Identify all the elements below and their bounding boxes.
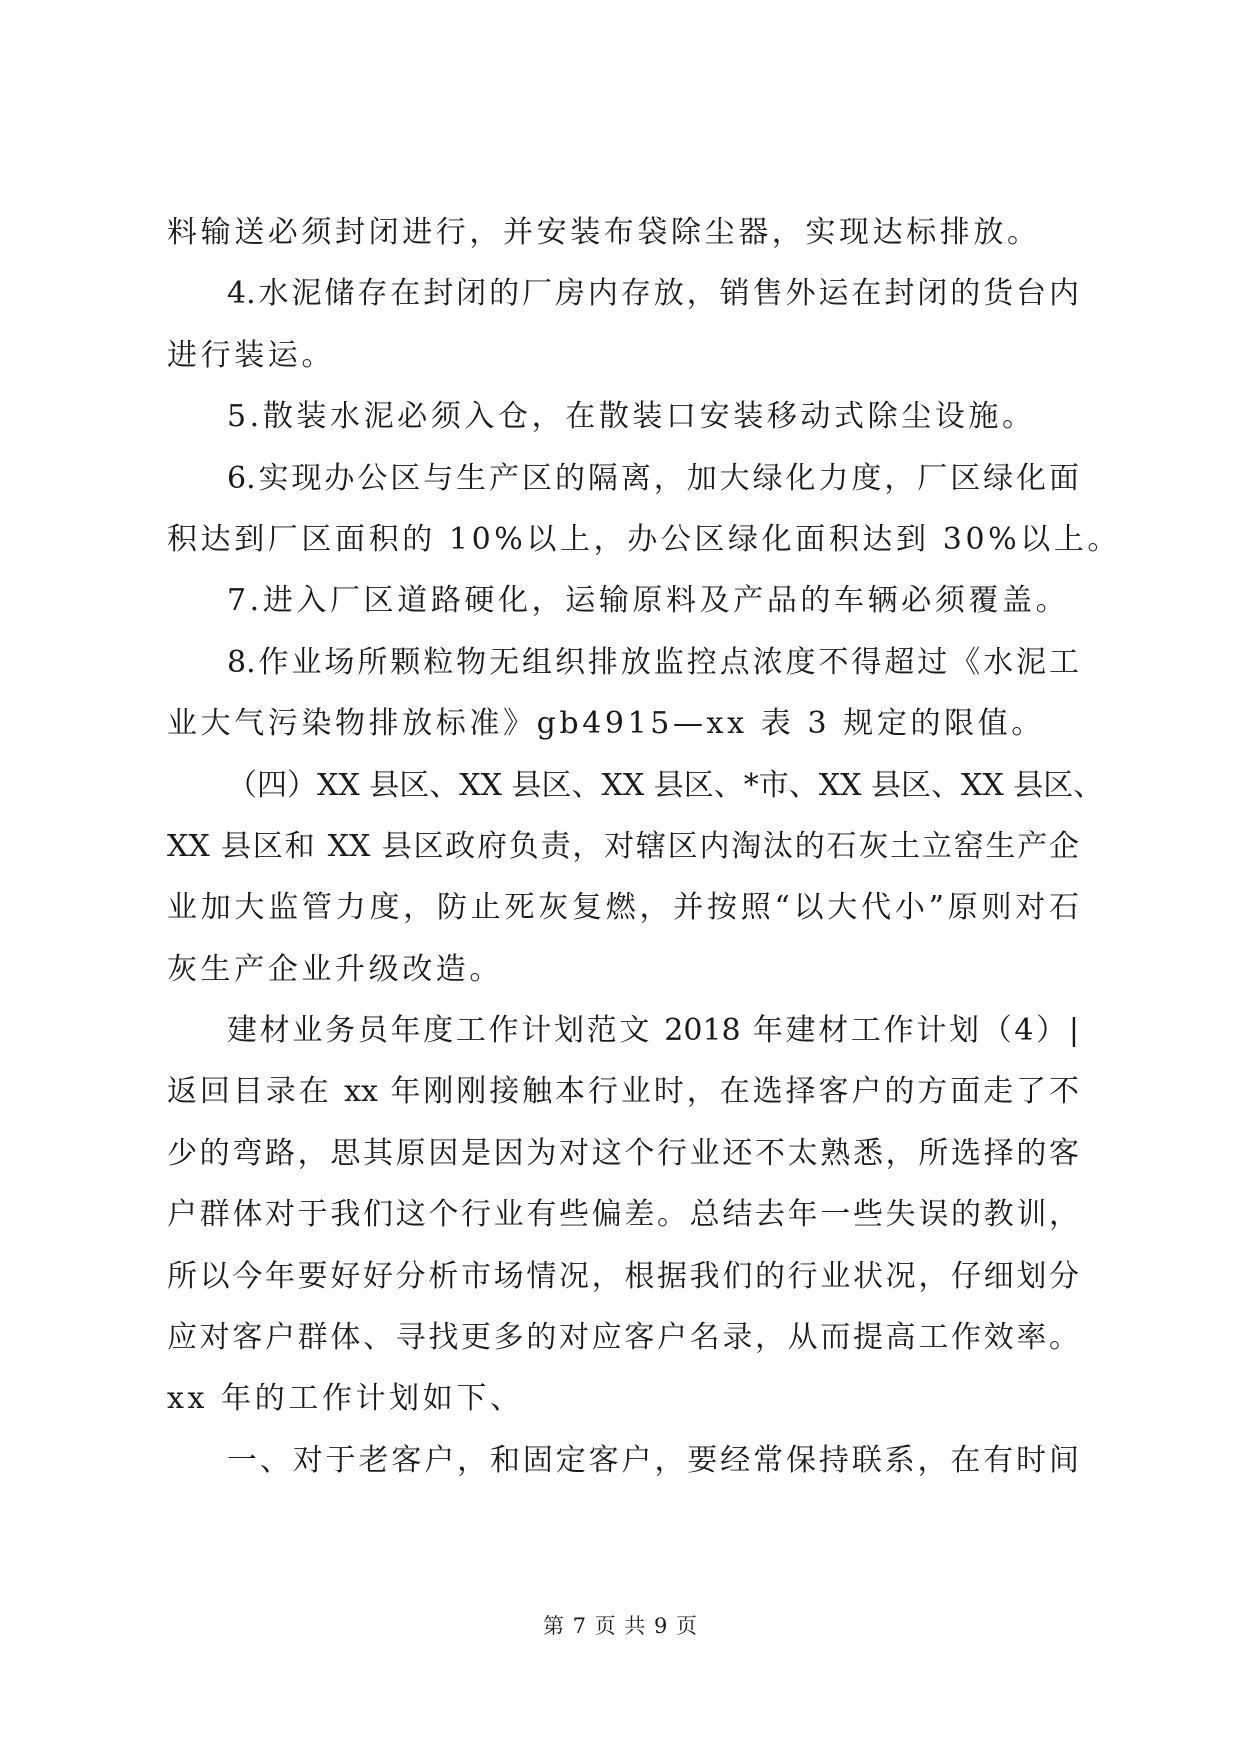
page-footer: 第 7 页 共 9 页 — [542, 1614, 699, 1638]
text-line: 一、对于老客户，和固定客户，要经常保持联系，在有时间 — [227, 1442, 1079, 1478]
text-line: 返回目录在 xx 年刚刚接触本行业时，在选择客户的方面走了不 — [167, 1074, 1079, 1110]
text-line: 建材业务员年度工作计划范文 2018 年建材工作计划（4）| — [227, 1013, 1079, 1049]
text-line: 6.实现办公区与生产区的隔离，加大绿化力度，厂区绿化面 — [227, 460, 1079, 496]
text-line: （四）XX 县区、XX 县区、XX 县区、*市、XX 县区、XX 县区、 — [227, 767, 1104, 803]
text-line: 7.进入厂区道路硬化，运输原料及产品的车辆必须覆盖。 — [227, 583, 1070, 619]
text-line: 所以今年要好好分析市场情况，根据我们的行业状况，仔细划分 — [167, 1258, 1079, 1294]
text-line: XX 县区和 XX 县区政府负责，对辖区内淘汰的石灰土立窑生产企 — [167, 828, 1079, 864]
text-line: 业大气污染物排放标准》gb4915—xx 表 3 规定的限值。 — [167, 706, 1045, 742]
text-line: 5.散装水泥必须入仓，在散装口安装移动式除尘设施。 — [227, 399, 1036, 435]
text-line: 灰生产企业升级改造。 — [167, 951, 503, 987]
text-line: 料输送必须封闭进行，并安装布袋除尘器，实现达标排放。 — [167, 215, 1041, 250]
body-text — [167, 202, 1122, 1491]
text-line: 积达到厂区面积的 10%以上，办公区绿化面积达到 30%以上。 — [167, 521, 1122, 557]
text-line: xx 年的工作计划如下、 — [167, 1381, 524, 1417]
text-line: 应对客户群体、寻找更多的对应客户名录，从而提高工作效率。 — [167, 1320, 1079, 1356]
text-line: 进行装运。 — [167, 337, 335, 373]
text-line: 户群体对于我们这个行业有些偏差。总结去年一些失误的教训， — [167, 1197, 1079, 1233]
text-line: 业加大监管力度，防止死灰复燃，并按照“以大代小”原则对石 — [167, 890, 1079, 926]
text-line: 4.水泥储存在封闭的厂房内存放，销售外运在封闭的货台内 — [227, 276, 1079, 312]
text-line: 少的弯路，思其原因是因为对这个行业还不太熟悉，所选择的客 — [167, 1135, 1079, 1171]
text-line: 8.作业场所颗粒物无组织排放监控点浓度不得超过《水泥工 — [227, 644, 1079, 680]
